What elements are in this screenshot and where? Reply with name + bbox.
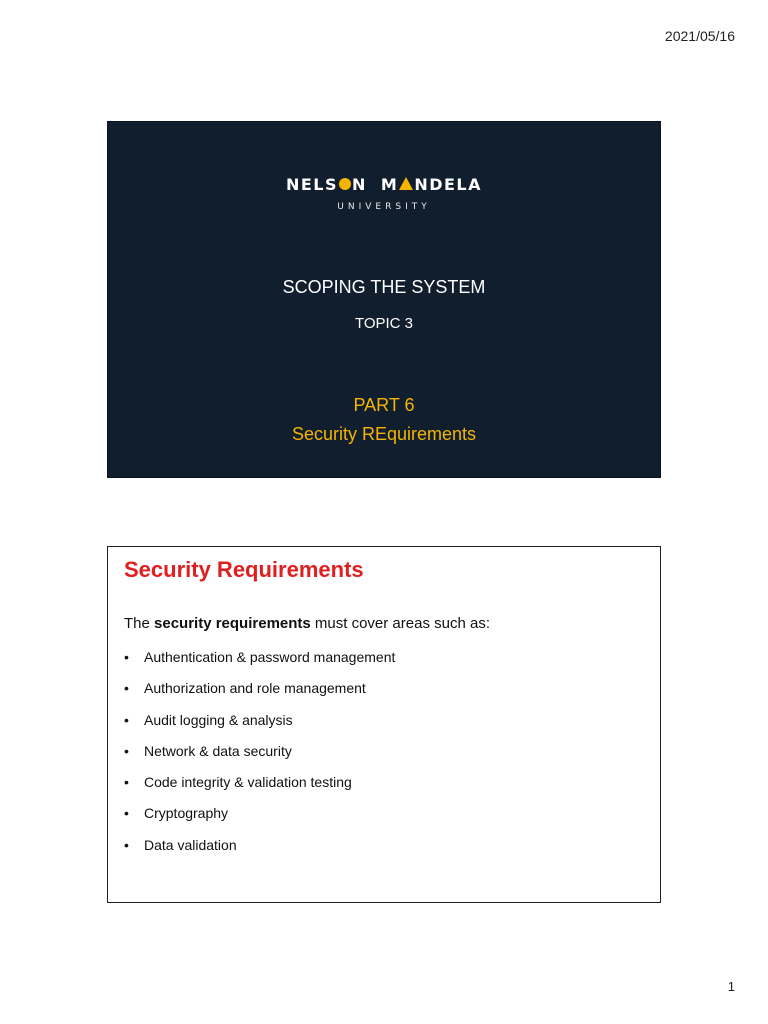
list-item: • Cryptography (124, 805, 229, 822)
page-number: 1 (727, 979, 735, 994)
university-logo (108, 174, 660, 212)
slide-heading: SCOPING THE SYSTEM (282, 277, 486, 297)
bullet-icon: • (124, 680, 129, 697)
page-date: 2021/05/16 (664, 28, 735, 44)
logo-subtitle: UNIVERSITY (337, 202, 431, 212)
bullet-icon: • (124, 836, 129, 853)
list-item: • Audit logging & analysis (124, 711, 293, 728)
logo-wordmark (108, 174, 660, 194)
logo-word-nelson: NELS N (285, 174, 367, 194)
logo-word-mandela: M NDELA (380, 174, 483, 194)
bullet-icon: • (124, 805, 129, 822)
bullet-icon: • (124, 711, 129, 728)
list-item: • Data validation (124, 836, 237, 853)
bullet-icon: • (124, 774, 129, 791)
content-slide (107, 546, 661, 903)
intro-bold-term: security requirements (154, 615, 311, 632)
title-slide (107, 121, 661, 478)
slide-topic: TOPIC 3 (354, 315, 414, 332)
list-item: • Authorization and role management (124, 680, 366, 697)
slide-subpart: Security REquirements (291, 424, 477, 444)
list-item: • Code integrity & validation testing (124, 774, 352, 791)
content-intro: The security requirements must cover areas such as: (124, 615, 490, 632)
bullet-icon: • (124, 742, 129, 759)
list-item: • Authentication & password management (124, 649, 396, 665)
content-title: Security Requirements (124, 557, 364, 582)
slide-part: PART 6 (353, 395, 415, 415)
requirements-list (124, 647, 395, 866)
logo-triangle-icon (399, 177, 413, 190)
list-item: • Network & data security (124, 742, 292, 759)
bullet-icon: • (124, 649, 129, 665)
logo-circle-icon (339, 178, 351, 190)
